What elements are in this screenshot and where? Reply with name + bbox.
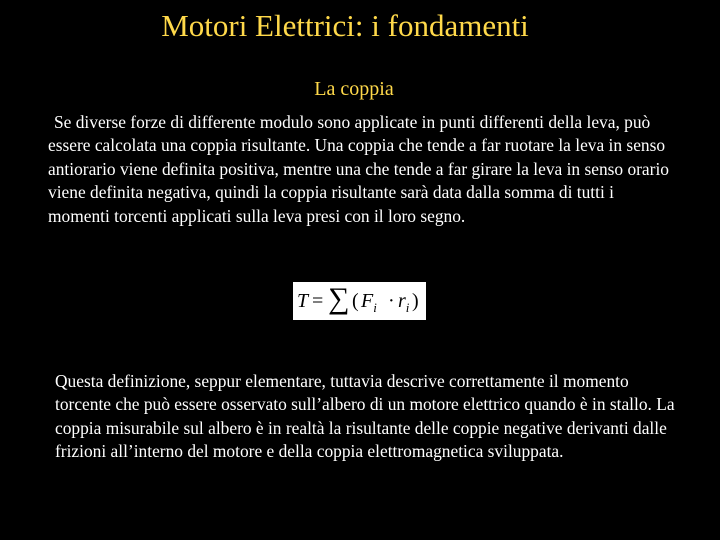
formula-sum-symbol: ∑ [328,282,350,315]
formula-radius [398,282,409,322]
paragraph-stall-torque: Questa definizione, seppur elementare, tuttavia descrive correttamente il momento torcente che può essere osservato sull’albero di un motore elettrico quando è in stallo. La coppia misurabile sul albero è in realtà la risultante delle coppie negative derivanti dalle frizioni all’interno del motore e della coppia elettromagnetica sviluppata. [55,371,675,462]
formula-radius-subscript: i [405,300,410,315]
formula-equals: = [312,290,324,312]
formula-torque-symbol: T [297,290,309,312]
slide-title: Motori Elettrici: i fondamenti [161,8,529,43]
formula-close-paren: ) [412,290,419,312]
formula-force [361,282,377,322]
formula-radius-letter: r [398,290,406,312]
paragraph-torque-definition: Se diverse forze di differente modulo sono applicate in punti differenti della leva, può essere calcolata una coppia risultante. Una coppia che tende a far ruotare la leva in senso antiorario viene definita positiva, mentre una che tende a far girare la leva in senso orario viene definita negativa, quindi la coppia risultante sarà data dalla somma di tutti i momenti torcenti applicati sulla leva presi con il loro segno. [48,112,669,226]
formula-open-paren: ( [352,290,359,312]
torque-formula [293,282,426,320]
formula-force-letter: F [361,290,374,312]
formula-force-subscript: i [373,300,377,315]
formula-dot: · [388,290,395,312]
slide-subtitle: La coppia [314,78,394,100]
